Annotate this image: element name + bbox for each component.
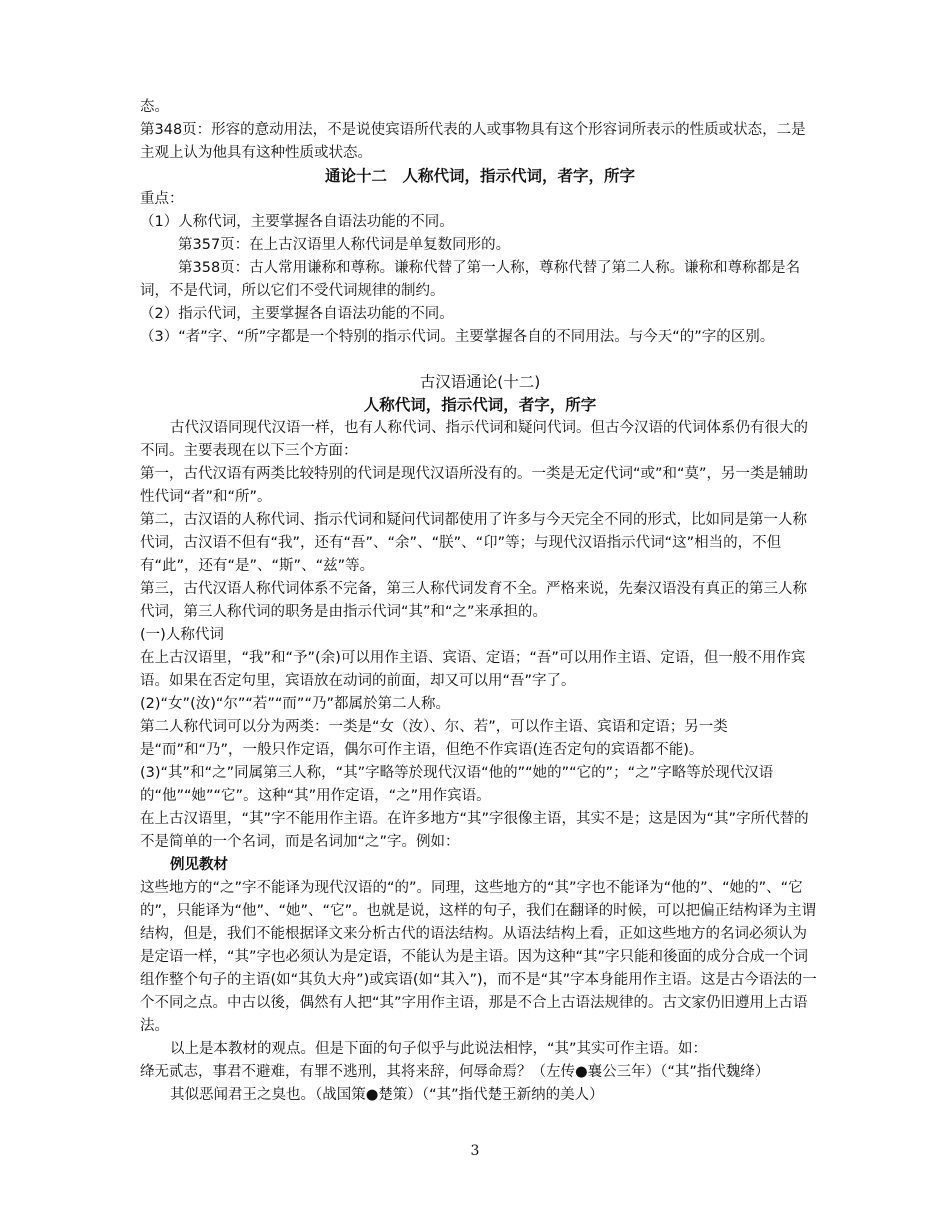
text-line: 态。 [140, 99, 169, 115]
text-paragraph: 第一，古代汉语有两类比较特别的代词是现代汉语所没有的。一类是无定代词“或”和“莫”，另一类是辅助性代词“者”和“所”。 [140, 466, 809, 505]
text-line: 第357页：在上古汉语里人称代词是单复数同形的。 [178, 237, 511, 253]
text-line: (2)“女”(汝)“尔”“若”“而”“乃”都属於第二人称。 [140, 696, 450, 712]
example-note: 例见教材 [170, 857, 228, 873]
chapter-title: 古汉语通论(十二) [419, 373, 541, 391]
text-paragraph: 在上古汉语里，“其”字不能用作主语。在许多地方“其”字很像主语，其实不是；这是因为“其”字所代替的不是简单的一个名词，而是名词加“之”字。例如： [140, 811, 809, 850]
text-paragraph: (3)“其”和“之”同属第三人称，“其”字略等於现代汉语“他的”“她的”“它的”；“之”字略等於现代汉语的“他”“她”“它”。这种“其”用作定语，“之”用作宾语。 [140, 765, 774, 804]
text-paragraph: （3）“者”字、“所”字都是一个特别的指示代词。主要掌握各自的不同用法。与今天“的”字的区别。 [140, 329, 775, 345]
page-number: 3 [470, 1143, 480, 1159]
text-paragraph: 以上是本教材的观点。但是下面的句子似乎与此说法相悖，“其”其实可作主语。如： [170, 1041, 708, 1057]
chapter-subtitle: 人称代词，指示代词，者字，所字 [363, 396, 597, 414]
text-paragraph: 第348页：形容的意动用法，不是说使宾语所代表的人或事物具有这个形容词所表示的性质或状态，二是主观上认为他具有这种性质或状态。 [140, 122, 806, 161]
example-sentence: 其似恶闻君王之臭也。（战国策●楚策）（“其”指代楚王新纳的美人） [170, 1087, 604, 1103]
text-paragraph: 这些地方的“之”字不能译为现代汉语的“的”。同理，这些地方的“其”字也不能译为“他的”、“她的”、“它的”，只能译为“他”、“她”、“它”。也就是说，这样的句子，我们在翻译的时候，可以把偏正结构译为主谓结构，但是，我们不能根据译文来分析古代的语法结构。从语法结构上看，正如这些地方的名词必须认为是定语一样，“其”字也必须认为是定语，不能认为是主语。因为这种“其”字只能和後面的成分合成一个词组作整个句子的主语(如“其负大舟”)或宾语(如“其入”)，而不是“其”字本身能用作主语。这是古今语法的一个不同之点。中古以後，偶然有人把“其”字用作主语，那是不合上古语法规律的。古文家仍旧遵用上古语法。 [140, 880, 817, 1034]
text-paragraph: 第三，古代汉语人称代词体系不完备，第三人称代词发育不全。严格来说，先秦汉语没有真正的第三人称代词，第三人称代词的职务是由指示代词“其”和“之”来承担的。 [140, 581, 807, 620]
text-paragraph: 第二人称代词可以分为两类：一类是“女（汝）、尔、若”，可以作主语、宾语和定语；另一类是“而”和“乃”，一般只作定语，偶尔可作主语，但绝不作宾语(连否定句的宾语都不能)。 [140, 719, 728, 758]
subheading: (一)人称代词 [140, 627, 224, 643]
text-paragraph: 古代汉语同现代汉语一样，也有人称代词、指示代词和疑问代词。但古今汉语的代词体系仍有很大的不同。主要表现在以下三个方面： [140, 420, 808, 459]
text-paragraph: 在上古汉语里，“我”和“予”(余)可以用作主语、宾语、定语；“吾”可以用作主语、定语，但一般不用作宾语。如果在否定句里，宾语放在动词的前面，却又可以用“吾”字了。 [140, 650, 806, 689]
text-line: 重点： [140, 191, 184, 207]
text-paragraph: 第二，古汉语的人称代词、指示代词和疑问代词都使用了许多与今天完全不同的形式，比如同是第一人称代词，古汉语不但有“我”，还有“吾”、“余”、“朕”、“卬”等；与现代汉语指示代词“这”相当的，不但有“此”，还有“是”、“斯”、“兹”等。 [140, 512, 807, 574]
section-heading: 通论十二 人称代词，指示代词，者字，所字 [324, 167, 635, 185]
text-line: （2）指示代词，主要掌握各自语法功能的不同。 [140, 306, 454, 322]
text-paragraph: 第358页：古人常用谦称和尊称。谦称代替了第一人称，尊称代替了第二人称。谦称和尊称都是名词，不是代词，所以它们不受代词规律的制约。 [140, 260, 801, 299]
text-line: （1）人称代词，主要掌握各自语法功能的不同。 [140, 214, 454, 230]
example-sentence: 绛无贰志，事君不避难，有罪不逃刑，其将来辞，何辱命焉？（左传●襄公三年）（“其”指代魏绛） [140, 1064, 770, 1080]
document-page [140, 96, 820, 1107]
